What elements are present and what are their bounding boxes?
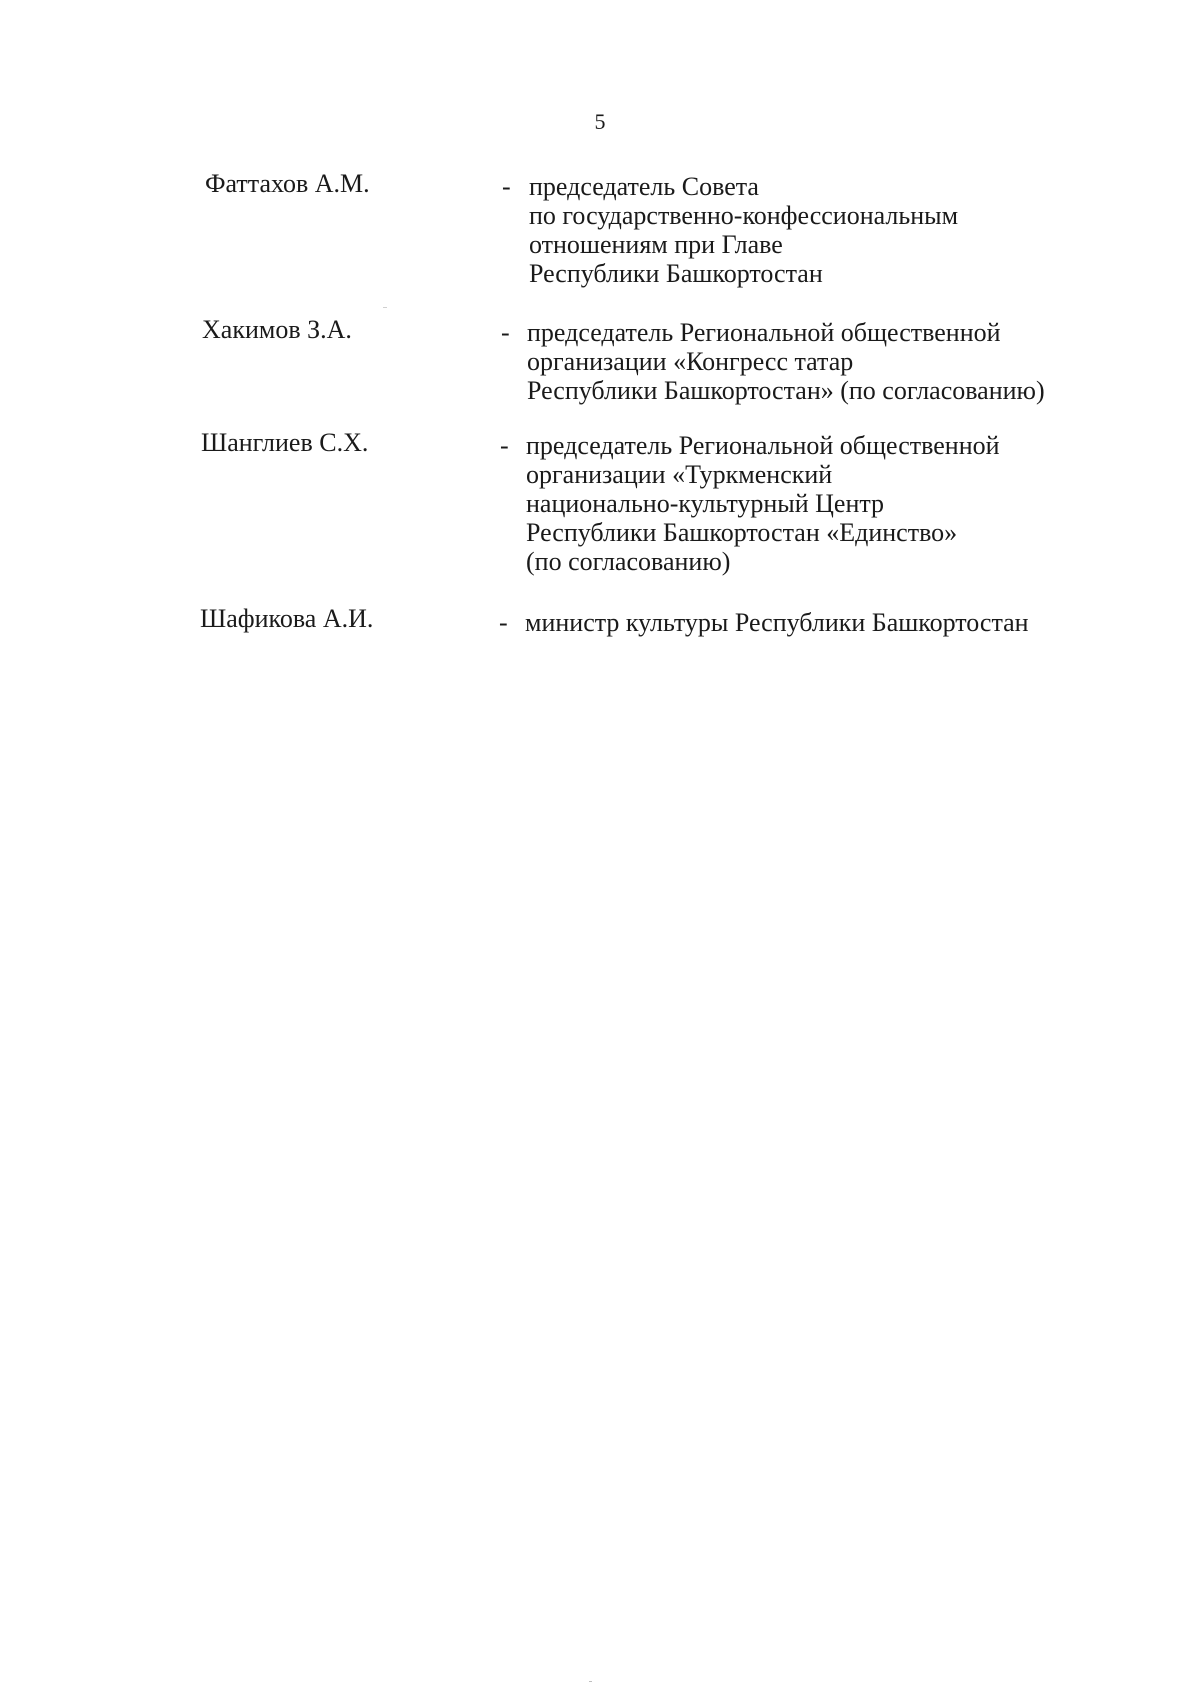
description-line: национально-культурный Центр [526,489,885,518]
description-line: председатель Региональной общественной [527,318,1001,347]
description-line: организации «Конгресс татар [527,347,854,376]
scan-speck [589,1681,592,1682]
member-dash: - [502,172,511,201]
member-dash: - [501,318,510,347]
description-line: Республики Башкортостан «Единство» [526,518,958,547]
description-line: председатель Региональной общественной [526,431,1000,460]
member-description [529,172,958,288]
member-name: Шанглиев С.Х. [201,428,369,457]
description-line: отношениям при Главе [529,230,783,259]
member-description [526,431,1000,576]
scan-speck [383,307,387,308]
description-line: организации «Туркменский [526,460,833,489]
member-description [527,318,1045,405]
member-dash: - [499,608,508,637]
page-number: 5 [594,109,606,134]
member-name: Шафикова А.И. [200,604,374,633]
description-line: министр культуры Республики Башкортостан [525,608,1029,637]
member-description [525,608,1029,637]
member-name: Фаттахов А.М. [205,169,370,198]
description-line: Республики Башкортостан» (по согласованию) [527,376,1045,405]
description-line: (по согласованию) [526,547,731,576]
member-name: Хакимов З.А. [202,315,352,344]
description-line: Республики Башкортостан [529,259,823,288]
description-line: по государственно-конфессиональным [529,201,959,230]
member-dash: - [500,431,509,460]
description-line: председатель Совета [529,172,759,201]
